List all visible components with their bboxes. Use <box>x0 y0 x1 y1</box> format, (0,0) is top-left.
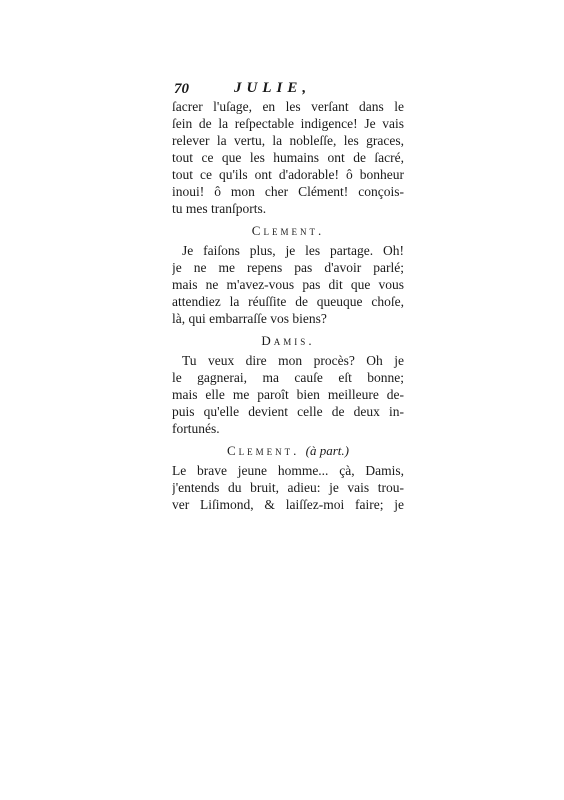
text-line: relever la vertu, la nobleſſe, les graces, <box>172 133 404 148</box>
text-line: ver Liſimond, & laiſſez-moi faire; je <box>172 497 404 512</box>
page-number: 70 <box>174 81 189 97</box>
text-line: je ne me repens pas d'avoir parlé; <box>172 260 404 275</box>
speaker-heading: Damis. <box>261 333 315 348</box>
stage-direction: (à part.) <box>305 443 349 458</box>
text-line: ſein de la reſpectable indigence! Je vais <box>172 116 404 131</box>
page-text <box>172 80 404 513</box>
page-header <box>172 80 404 98</box>
speaker-name: Clement. <box>226 443 300 458</box>
text-line: inoui! ô mon cher Clément! conçois- <box>172 184 404 199</box>
text-line: attendiez la réuſſite de queuque choſe, <box>172 294 404 309</box>
text-line: là, qui embarraſſe vos biens? <box>172 311 327 326</box>
speaker-heading: Clement. <box>251 223 325 238</box>
text-line: fortunés. <box>172 421 220 436</box>
text-line: tu mes tranſports. <box>172 201 267 216</box>
text-line: Tu veux dire mon procès? Oh je <box>182 353 404 368</box>
text-line: mais elle me paroît bien meilleure de- <box>172 387 404 402</box>
text-line: Le brave jeune homme... çà, Damis, <box>172 463 404 478</box>
text-line: le gagnerai, ma cauſe eſt bonne; <box>172 370 404 385</box>
speaker-heading <box>172 440 404 461</box>
speech-paragraph <box>172 462 404 513</box>
speech-paragraph <box>172 352 404 437</box>
speech-paragraph <box>172 242 404 327</box>
text-line: tout ce qu'ils ont d'adorable! ô bonheur <box>172 167 404 182</box>
text-line: Je faiſons plus, je les partage. Oh! <box>182 243 404 258</box>
text-line: mais ne m'avez-vous pas dit que vous <box>172 277 404 292</box>
speech-paragraph <box>172 98 404 217</box>
text-line: ſacrer l'uſage, en les verſant dans le <box>172 99 404 114</box>
running-title: JULIE, <box>234 80 312 96</box>
text-line: puis qu'elle devient celle de deux in- <box>172 404 404 419</box>
text-line: j'entends du bruit, adieu: je vais trou- <box>172 480 404 495</box>
text-line: tout ce que les humains ont de ſacré, <box>172 150 404 165</box>
